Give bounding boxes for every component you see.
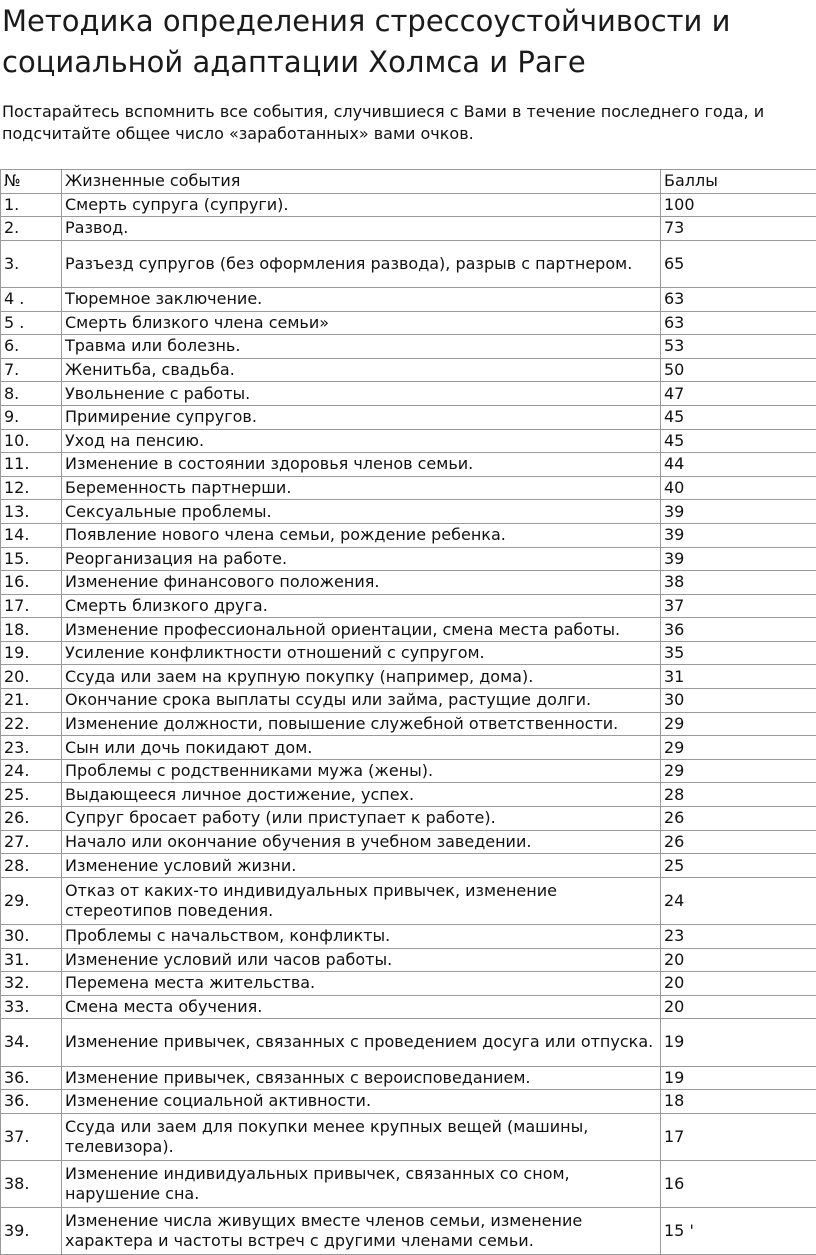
row-number-cell: 10. (1, 429, 62, 453)
table-row (1, 217, 816, 241)
table-row (1, 995, 816, 1019)
page-title: Методика определения стрессоустойчивости и социальной адаптации Холмса и Раге (2, 1, 802, 83)
points-cell: 45 (661, 405, 816, 429)
event-cell: Изменение условий или часов работы. (62, 948, 661, 972)
row-number-cell: 31. (1, 948, 62, 972)
points-cell: 50 (661, 358, 816, 382)
event-cell: Сексуальные проблемы. (62, 500, 661, 524)
table-row (1, 287, 816, 311)
points-cell: 19 (661, 1019, 816, 1066)
row-number-cell: 36. (1, 1090, 62, 1114)
row-number-cell: 12. (1, 476, 62, 500)
event-cell: Изменение профессиональной ориентации, смена места работы. (62, 618, 661, 642)
event-cell: Развод. (62, 217, 661, 241)
table-row (1, 689, 816, 713)
table-row (1, 1066, 816, 1090)
event-cell: Изменение привычек, связанных с проведением досуга или отпуска. (62, 1019, 661, 1066)
event-cell: Смерть близкого члена семьи» (62, 311, 661, 335)
points-cell: 23 (661, 925, 816, 949)
table-row (1, 948, 816, 972)
event-cell: Ссуда или заем на крупную покупку (например, дома). (62, 665, 661, 689)
column-header-number: № (1, 170, 62, 194)
row-number-cell: 7. (1, 358, 62, 382)
table-row (1, 594, 816, 618)
points-cell: 39 (661, 547, 816, 571)
row-number-cell: 34. (1, 1019, 62, 1066)
table-row (1, 523, 816, 547)
points-cell: 20 (661, 995, 816, 1019)
event-cell: Отказ от каких-то индивидуальных привычек, изменение стереотипов поведения. (62, 877, 661, 924)
table-row (1, 405, 816, 429)
points-cell: 20 (661, 948, 816, 972)
row-number-cell: 38. (1, 1160, 62, 1207)
row-number-cell: 19. (1, 641, 62, 665)
event-cell: Сын или дочь покидают дом. (62, 736, 661, 760)
table-row (1, 429, 816, 453)
points-cell: 40 (661, 476, 816, 500)
table-row (1, 476, 816, 500)
row-number-cell: 22. (1, 712, 62, 736)
points-cell: 29 (661, 759, 816, 783)
row-number-cell: 13. (1, 500, 62, 524)
points-cell: 16 (661, 1160, 816, 1207)
column-header-event: Жизненные события (62, 170, 661, 194)
row-number-cell: 39. (1, 1208, 62, 1255)
table-row (1, 830, 816, 854)
table-row (1, 1019, 816, 1066)
row-number-cell: 28. (1, 854, 62, 878)
row-number-cell: 14. (1, 523, 62, 547)
row-number-cell: 2. (1, 217, 62, 241)
row-number-cell: 9. (1, 405, 62, 429)
table-row (1, 1160, 816, 1207)
row-number-cell: 37. (1, 1113, 62, 1160)
points-cell: 47 (661, 382, 816, 406)
points-cell: 31 (661, 665, 816, 689)
table-row (1, 807, 816, 831)
points-cell: 39 (661, 500, 816, 524)
table-header-row (1, 170, 816, 194)
event-cell: Уход на пенсию. (62, 429, 661, 453)
points-cell: 38 (661, 571, 816, 595)
event-cell: Разъезд супругов (без оформления развода), разрыв с партнером. (62, 240, 661, 287)
event-cell: Проблемы с родственниками мужа (жены). (62, 759, 661, 783)
row-number-cell: 23. (1, 736, 62, 760)
table-row (1, 618, 816, 642)
points-cell: 39 (661, 523, 816, 547)
event-cell: Изменение в состоянии здоровья членов семьи. (62, 453, 661, 477)
table-row (1, 665, 816, 689)
points-cell: 73 (661, 217, 816, 241)
life-events-table-body (1, 170, 816, 1255)
event-cell: Женитьба, свадьба. (62, 358, 661, 382)
event-cell: Проблемы с начальством, конфликты. (62, 925, 661, 949)
event-cell: Окончание срока выплаты ссуды или займа, растущие долги. (62, 689, 661, 713)
event-cell: Выдающееся личное достижение, успех. (62, 783, 661, 807)
row-number-cell: 15. (1, 547, 62, 571)
row-number-cell: 3. (1, 240, 62, 287)
event-cell: Появление нового члена семьи, рождение ребенка. (62, 523, 661, 547)
table-row (1, 382, 816, 406)
row-number-cell: 1. (1, 193, 62, 217)
points-cell: 29 (661, 736, 816, 760)
event-cell: Начало или окончание обучения в учебном заведении. (62, 830, 661, 854)
event-cell: Изменение условий жизни. (62, 854, 661, 878)
row-number-cell: 29. (1, 877, 62, 924)
points-cell: 100 (661, 193, 816, 217)
intro-paragraph: Постарайтесь вспомнить все события, случившиеся с Вами в течение последнего года, и подсчитайте общее число «заработанных» вами очков. (2, 101, 816, 145)
points-cell: 53 (661, 335, 816, 359)
event-cell: Травма или болезнь. (62, 335, 661, 359)
points-cell: 35 (661, 641, 816, 665)
points-cell: 20 (661, 972, 816, 996)
table-row (1, 571, 816, 595)
points-cell: 26 (661, 807, 816, 831)
table-row (1, 1113, 816, 1160)
points-cell: 28 (661, 783, 816, 807)
points-cell: 30 (661, 689, 816, 713)
table-row (1, 311, 816, 335)
table-row (1, 925, 816, 949)
table-row (1, 240, 816, 287)
row-number-cell: 5 . (1, 311, 62, 335)
points-cell: 37 (661, 594, 816, 618)
row-number-cell: 26. (1, 807, 62, 831)
points-cell: 15 ' (661, 1208, 816, 1255)
row-number-cell: 8. (1, 382, 62, 406)
life-events-table (0, 169, 816, 1255)
event-cell: Изменение привычек, связанных с вероисповеданием. (62, 1066, 661, 1090)
row-number-cell: 17. (1, 594, 62, 618)
column-header-points: Баллы (661, 170, 816, 194)
row-number-cell: 20. (1, 665, 62, 689)
table-row (1, 972, 816, 996)
points-cell: 26 (661, 830, 816, 854)
table-row (1, 641, 816, 665)
event-cell: Изменение финансового положения. (62, 571, 661, 595)
event-cell: Увольнение с работы. (62, 382, 661, 406)
table-row (1, 736, 816, 760)
event-cell: Смерть близкого друга. (62, 594, 661, 618)
event-cell: Супруг бросает работу (или приступает к работе). (62, 807, 661, 831)
points-cell: 65 (661, 240, 816, 287)
event-cell: Изменение социальной активности. (62, 1090, 661, 1114)
row-number-cell: 16. (1, 571, 62, 595)
table-row (1, 500, 816, 524)
table-row (1, 335, 816, 359)
event-cell: Изменение числа живущих вместе членов семьи, изменение характера и частоты встреч с другими членами семьи. (62, 1208, 661, 1255)
row-number-cell: 25. (1, 783, 62, 807)
table-row (1, 358, 816, 382)
points-cell: 17 (661, 1113, 816, 1160)
points-cell: 29 (661, 712, 816, 736)
event-cell: Перемена места жительства. (62, 972, 661, 996)
row-number-cell: 18. (1, 618, 62, 642)
event-cell: Примирение супругов. (62, 405, 661, 429)
row-number-cell: 27. (1, 830, 62, 854)
table-row (1, 193, 816, 217)
event-cell: Смерть супруга (супруги). (62, 193, 661, 217)
row-number-cell: 11. (1, 453, 62, 477)
event-cell: Реорганизация на работе. (62, 547, 661, 571)
event-cell: Усиление конфликтности отношений с супругом. (62, 641, 661, 665)
table-row (1, 1090, 816, 1114)
event-cell: Тюремное заключение. (62, 287, 661, 311)
row-number-cell: 6. (1, 335, 62, 359)
table-row (1, 877, 816, 924)
row-number-cell: 24. (1, 759, 62, 783)
row-number-cell: 32. (1, 972, 62, 996)
event-cell: Ссуда или заем для покупки менее крупных вещей (машины, телевизора). (62, 1113, 661, 1160)
points-cell: 18 (661, 1090, 816, 1114)
points-cell: 25 (661, 854, 816, 878)
row-number-cell: 4 . (1, 287, 62, 311)
points-cell: 63 (661, 311, 816, 335)
table-row (1, 783, 816, 807)
row-number-cell: 33. (1, 995, 62, 1019)
table-row (1, 453, 816, 477)
row-number-cell: 30. (1, 925, 62, 949)
row-number-cell: 36. (1, 1066, 62, 1090)
points-cell: 19 (661, 1066, 816, 1090)
points-cell: 44 (661, 453, 816, 477)
table-row (1, 547, 816, 571)
points-cell: 36 (661, 618, 816, 642)
points-cell: 63 (661, 287, 816, 311)
event-cell: Смена места обучения. (62, 995, 661, 1019)
points-cell: 45 (661, 429, 816, 453)
event-cell: Изменение должности, повышение служебной ответственности. (62, 712, 661, 736)
table-row (1, 759, 816, 783)
event-cell: Беременность партнерши. (62, 476, 661, 500)
row-number-cell: 21. (1, 689, 62, 713)
table-row (1, 712, 816, 736)
points-cell: 24 (661, 877, 816, 924)
table-row (1, 1208, 816, 1255)
event-cell: Изменение индивидуальных привычек, связанных со сном, нарушение сна. (62, 1160, 661, 1207)
table-row (1, 854, 816, 878)
